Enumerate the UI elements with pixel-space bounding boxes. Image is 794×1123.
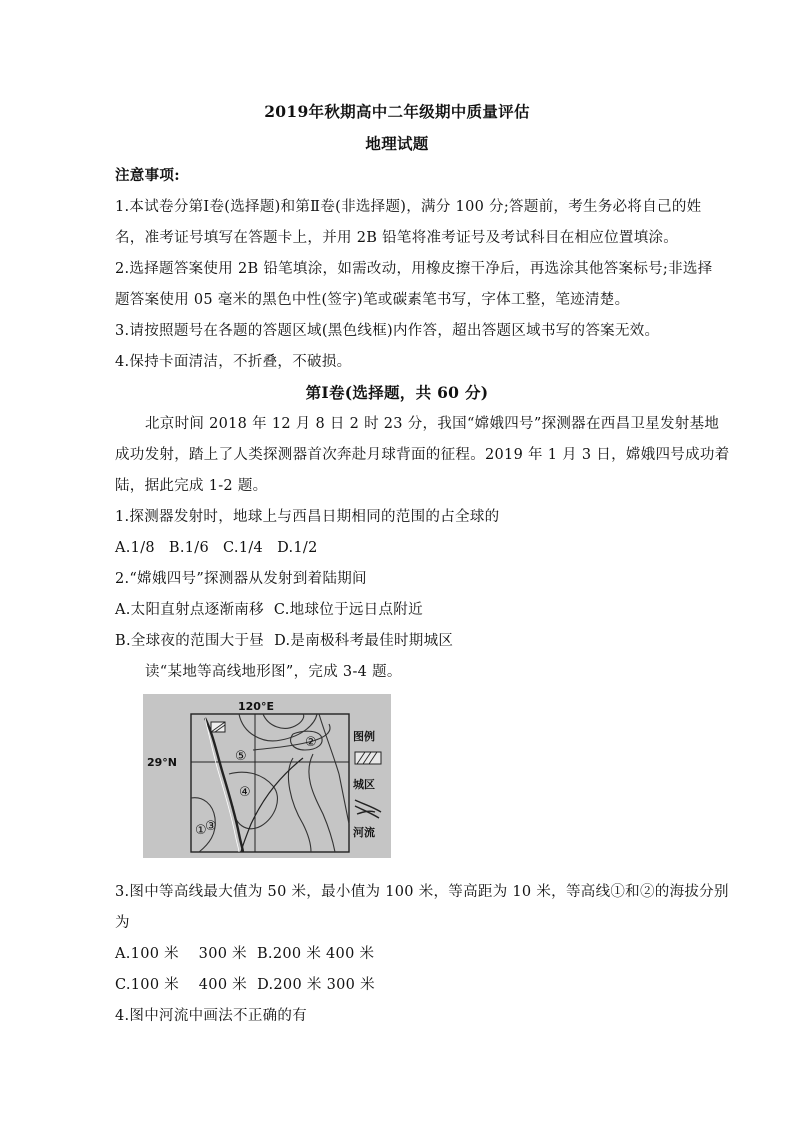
marker-2: ② (305, 735, 317, 750)
q3-option-b: B.200 米 400 米 (256, 946, 375, 962)
q2-option-d: D.是南极科考最佳时期城区 (274, 633, 454, 649)
doc-subtitle: 地理试题 (365, 134, 429, 153)
section-title: 第Ⅰ卷(选择题，共 60 分) (305, 383, 489, 402)
legend-river-label: 河流 (353, 826, 375, 839)
q2-options-row (115, 631, 463, 651)
legend-city-label: 城区 (353, 778, 375, 791)
notice-heading: 注意事项: (115, 167, 180, 184)
doc-title: 2019年秋期高中二年级期中质量评估 (264, 102, 530, 121)
notice-line: 1.本试卷分第Ⅰ卷(选择题)和第Ⅱ卷(非选择题)，满分 100 分;答题前，考生务必将自己的姓 (115, 199, 702, 215)
q1-option-d: D.1/2 (277, 540, 318, 556)
q3-stem-cont: 为 (115, 915, 130, 931)
longitude-label: 120°E (238, 700, 274, 713)
intro-line: 成功发射，踏上了人类探测器首次奔赴月球背面的征程。2019 年 1 月 3 日，嫦娥四号成功着 (115, 447, 730, 463)
legend-title: 图例 (353, 730, 375, 743)
map-intro: 读“某地等高线地形图”，完成 3-4 题。 (145, 664, 402, 680)
notice-line: 3.请按照题号在各题的答题区域(黑色线框)内作答，超出答题区域书写的答案无效。 (115, 323, 660, 339)
marker-3: ③ (205, 819, 217, 834)
notice-line: 题答案使用 05 毫米的黑色中性(签字)笔或碳素笔书写，字体工整，笔迹清楚。 (115, 292, 630, 308)
notice-line: 2.选择题答案使用 2B 铅笔填涂，如需改动，用橡皮擦干净后，再选涂其他答案标号;非选择 (115, 261, 713, 277)
q3-option-d: D.200 米 300 米 (257, 977, 375, 993)
q3-options-row (115, 975, 385, 995)
notice-line: 4.保持卡面清洁，不折叠，不破损。 (115, 354, 352, 370)
q2-options-row (115, 600, 433, 620)
q1-options (115, 538, 332, 558)
q3-stem: 3.图中等高线最大值为 50 米，最小值为 100 米，等高距为 10 米，等高线①和②的海拔分别 (115, 884, 729, 900)
q1-stem: 1.探测器发射时，地球上与西昌日期相同的范围的占全球的 (115, 509, 500, 525)
intro-line: 陆，据此完成 1-2 题。 (115, 478, 268, 494)
q2-option-c: C.地球位于远日点附近 (273, 602, 423, 618)
q3-option-a: A.100 米 300 米 (115, 946, 247, 962)
q3-options-row (115, 944, 384, 964)
contour-map (143, 694, 391, 858)
city-symbol (211, 722, 225, 732)
marker-4: ④ (239, 785, 251, 800)
q2-option-b: B.全球夜的范围大于昼 (115, 633, 265, 649)
q3-option-c: C.100 米 400 米 (115, 977, 248, 993)
q4-stem: 4.图中河流中画法不正确的有 (115, 1008, 308, 1024)
marker-5: ⑤ (235, 749, 247, 764)
q2-stem: 2.“嫦娥四号”探测器从发射到着陆期间 (115, 571, 367, 587)
latitude-label: 29°N (147, 756, 178, 769)
q1-option-b: B.1/6 (168, 540, 210, 556)
intro-line: 北京时间 2018 年 12 月 8 日 2 时 23 分，我国“嫦娥四号”探测器在西昌卫星发射基地 (145, 416, 720, 432)
q1-option-c: C.1/4 (223, 540, 264, 556)
q1-option-a: A.1/8 (115, 540, 155, 556)
notice-line: 名，准考证号填写在答题卡上，并用 2B 铅笔将准考证号及考试科目在相应位置填涂。 (115, 230, 679, 246)
marker-1: ① (195, 823, 207, 838)
q2-option-a: A.太阳直射点逐渐南移 (115, 602, 264, 618)
legend-city-swatch (355, 752, 381, 764)
